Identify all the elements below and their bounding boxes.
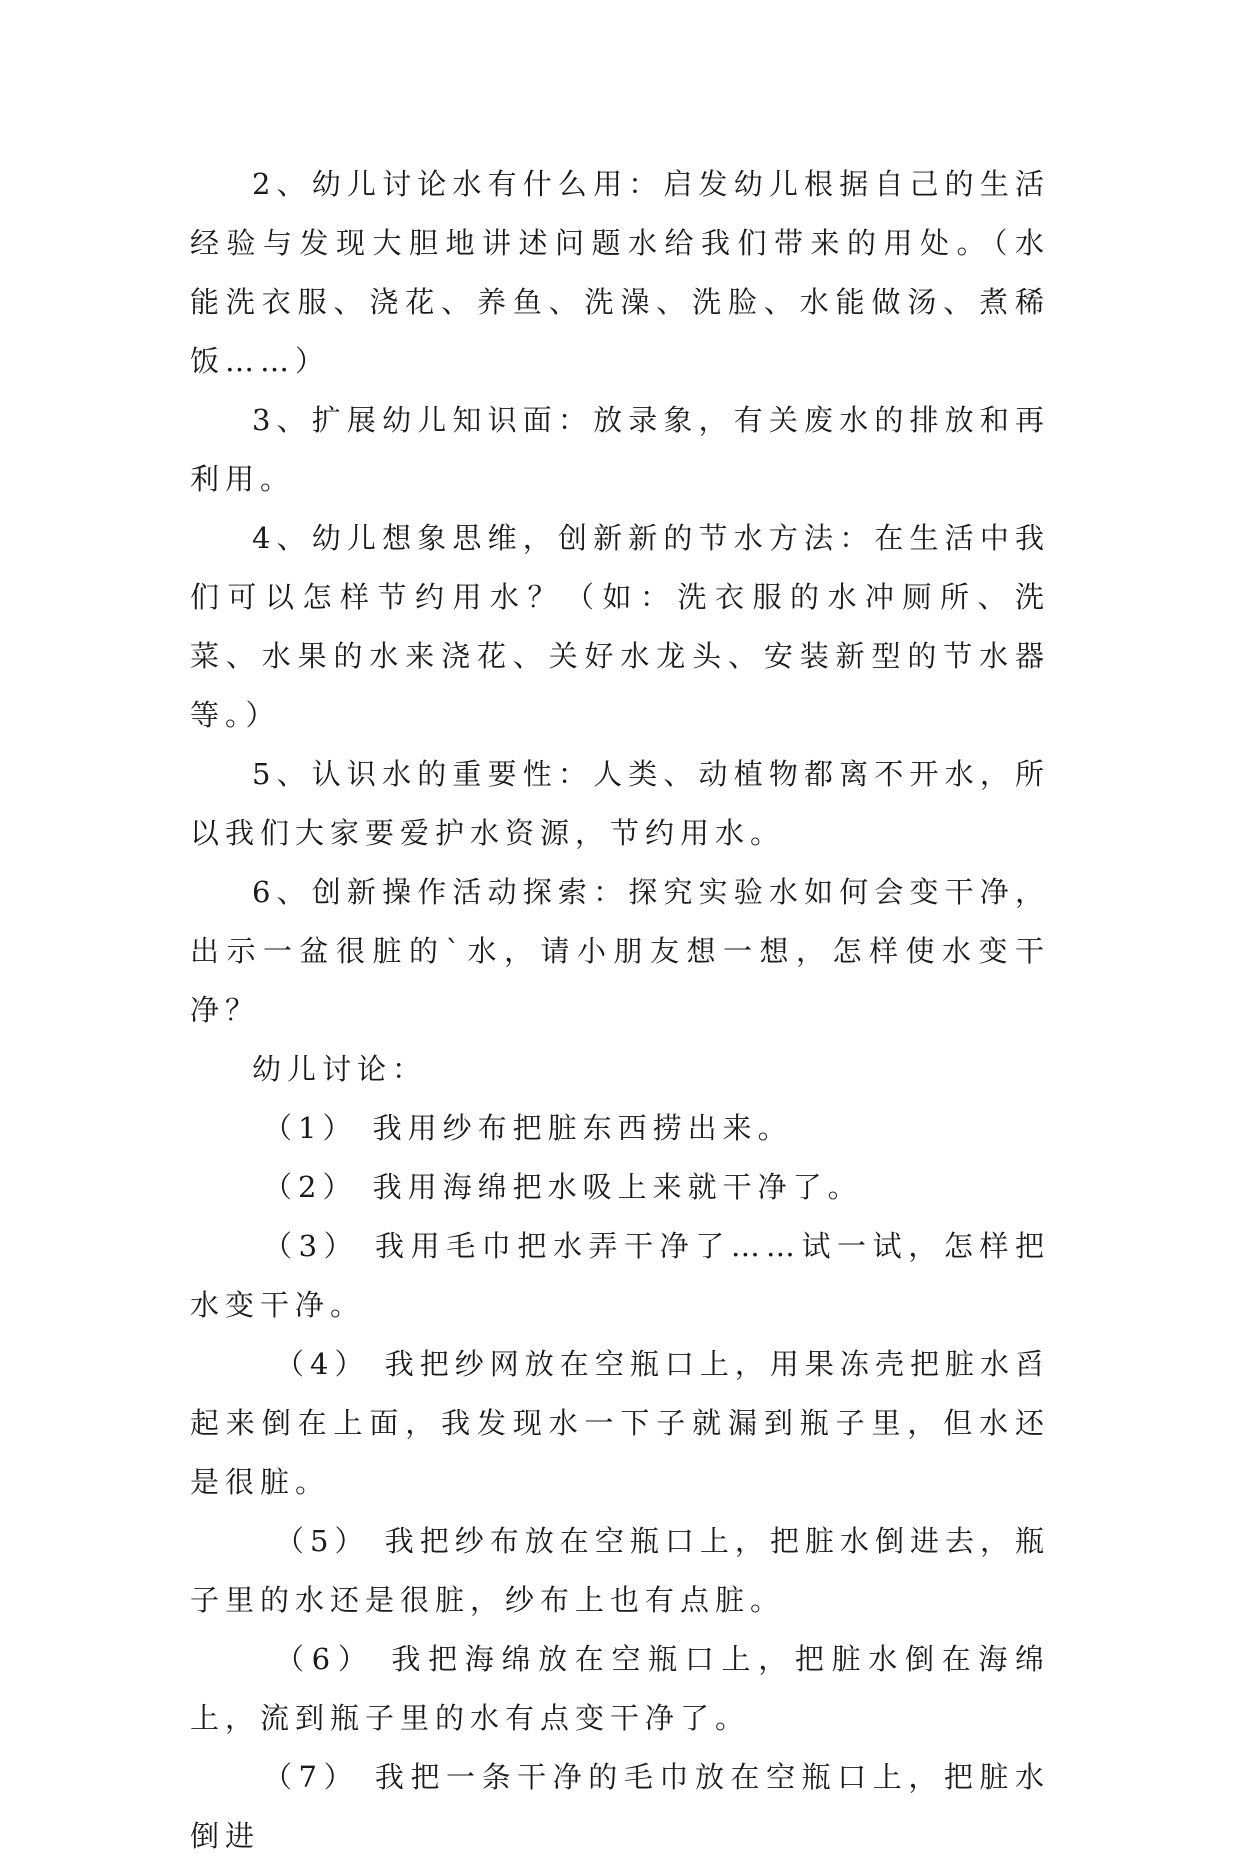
list-item: （4） 我把纱网放在空瓶口上，用果冻壳把脏水舀起来倒在上面，我发现水一下子就漏到瓶子里，但水还是很脏。 xyxy=(190,1347,1050,1499)
paragraph-discussion-heading: 幼儿讨论： xyxy=(252,1052,428,1086)
list-item: （7） 我把一条干净的毛巾放在空瓶口上，把脏水倒进 xyxy=(190,1760,1050,1853)
paragraph-knowledge-expansion: 3、扩展幼儿知识面：放录象，有关废水的排放和再利用。 xyxy=(190,403,1050,496)
paragraph-experiment-exploration: 6、创新操作活动探索：探究实验水如何会变干净，出示一盆很脏的`水，请小朋友想一想，怎样使水变干净？ xyxy=(190,875,1050,1027)
paragraph-water-saving-methods: 4、幼儿想象思维，创新新的节水方法：在生活中我们可以怎样节约用水？（如：洗衣服的水冲厕所、洗菜、水果的水来浇花、关好水龙头、安装新型的节水器等。） xyxy=(190,521,1050,732)
paragraph-water-importance: 5、认识水的重要性：人类、动植物都离不开水，所以我们大家要爱护水资源，节约用水。 xyxy=(190,757,1050,850)
document-body xyxy=(190,155,1050,1866)
list-item: （6） 我把海绵放在空瓶口上，把脏水倒在海绵上，流到瓶子里的水有点变干净了。 xyxy=(190,1642,1050,1735)
list-item: （3） 我用毛巾把水弄干净了……试一试，怎样把水变干净。 xyxy=(190,1229,1050,1322)
list-item: （2） 我用海绵把水吸上来就干净了。 xyxy=(263,1170,863,1204)
list-item: （5） 我把纱布放在空瓶口上，把脏水倒进去，瓶子里的水还是很脏，纱布上也有点脏。 xyxy=(190,1524,1050,1617)
list-item: （1） 我用纱布把脏东西捞出来。 xyxy=(263,1111,793,1145)
paragraph-usage-discussion: 2、幼儿讨论水有什么用：启发幼儿根据自己的生活经验与发现大胆地讲述问题水给我们带来的用处。（水能洗衣服、浇花、养鱼、洗澡、洗脸、水能做汤、煮稀饭……） xyxy=(190,167,1050,378)
